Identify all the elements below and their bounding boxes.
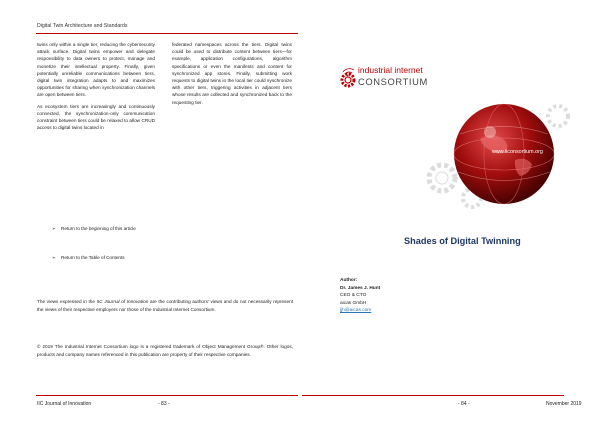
- journal-name-italic: IIC Journal of Innovation: [96, 299, 149, 304]
- page-number-left: - 83 -: [158, 401, 170, 407]
- paragraph: As ecosystem tiers are increasingly and continuously connected, the synchronization-only communication constraint between tiers could be relaxed to allow CRUD access to digital twins located in: [37, 103, 155, 131]
- disclaimer-text: The views expressed in the: [37, 299, 97, 304]
- arrow-right-icon: ➢: [52, 226, 56, 231]
- disclaimer: [37, 298, 293, 313]
- page-number-right: - 84 -: [458, 401, 470, 407]
- body-column-right: [172, 41, 292, 110]
- author-heading: Author:: [340, 278, 358, 283]
- paragraph: federated namespaces across the tiers. Digital twins could be used to distribute content between tiers—for example, application configurations, algorithm specifications or even the manifests and content for synchronized app stores. Finally, submitting work requests to digital twins in the local tier could synchronize with other tiers, triggering activities in adjacent tiers whose results are collected and synchronized back to the requesting tier.: [172, 42, 292, 105]
- footer-date: November 2019: [546, 401, 582, 407]
- globe-url-label: www.iiconsortium.org: [492, 149, 543, 155]
- copyright-notice: © 2019 The Industrial Internet Consortium logo is a registered trademark of Object Management Group®. Other logos, products and company names referenced in this publication are property of their respective companies.: [37, 344, 293, 357]
- running-head: Digital Twin Architecture and Standards: [37, 23, 128, 29]
- disclaimer-text: are the contributing authors' views and do not necessarily represent the views of their respective employers nor those of the Industrial Internet Consortium.: [37, 299, 293, 312]
- arrow-right-icon: ➢: [52, 255, 56, 260]
- footer-rule: [302, 395, 564, 396]
- article-title: Shades of Digital Twinning: [404, 236, 521, 246]
- header-rule: [36, 33, 298, 34]
- navigation-links: [52, 225, 136, 283]
- iic-logo: [340, 62, 460, 98]
- footer-journal: IIC Journal of Innovation: [37, 401, 92, 407]
- author-email-link[interactable]: jjh@aicas.com: [340, 308, 372, 314]
- author-company: aicas GmbH: [340, 300, 367, 306]
- link-label: Return to the beginning of this article: [61, 226, 136, 231]
- footer-rule: [36, 395, 298, 396]
- paragraph: twins only within a single tier, reducing the cybersecurity attack surface. Digital twins empower and delegate responsibility to data owners to protect, manage and monetize their intellectual property. Finally, given potentially unreliable communications between tiers, digital twin integration adapts to and maximizes opportunities for sharing when synchronization channels are open between tiers.: [37, 42, 155, 98]
- author-role: CEO & CTO: [340, 293, 367, 299]
- return-to-article-link[interactable]: [52, 225, 136, 232]
- gear-logo-icon: [340, 66, 358, 90]
- return-to-toc-link[interactable]: [52, 254, 136, 261]
- author-block: [340, 277, 380, 315]
- logo-line2: CONSORTIUM: [358, 76, 428, 87]
- link-label: Return to the Table of Contents: [61, 255, 125, 260]
- author-name: Dr. James J. Hunt: [340, 285, 381, 291]
- body-column-left: [37, 41, 155, 135]
- logo-line1: industrial internet: [358, 65, 423, 75]
